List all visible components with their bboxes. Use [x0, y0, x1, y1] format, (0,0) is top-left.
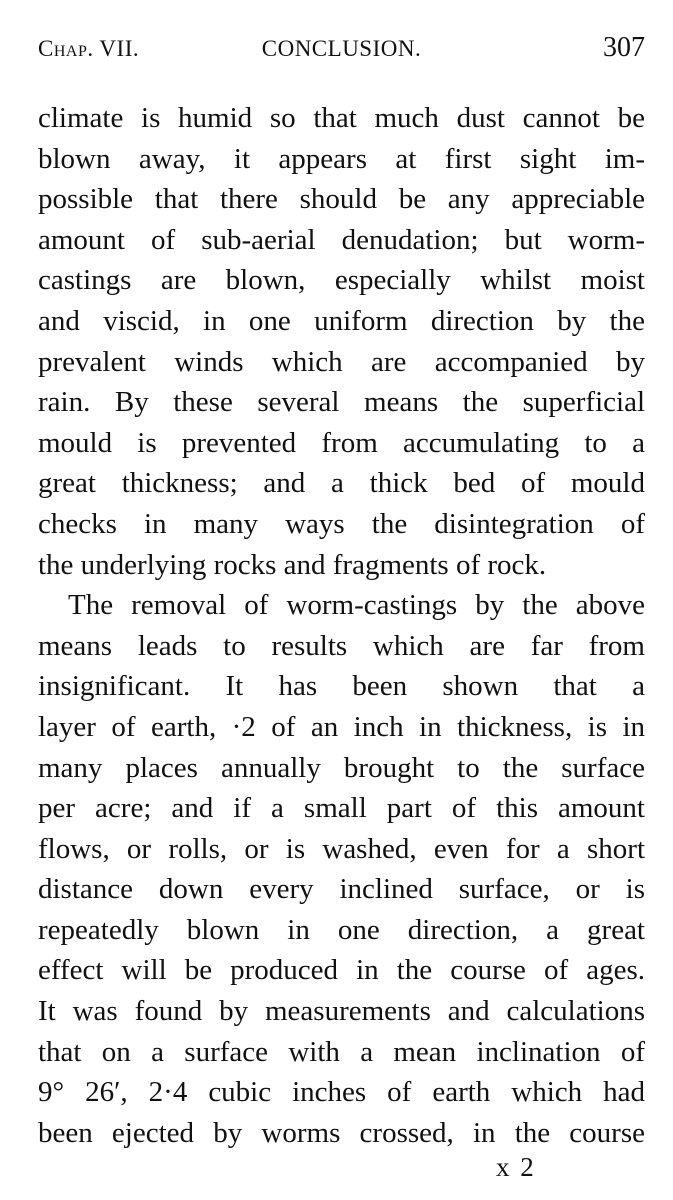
text-line: castings are blown, especially whilst moist: [38, 264, 645, 297]
text-line: great thickness; and a thick bed of mould: [38, 467, 645, 500]
chapter-label: Chap. VII.: [38, 36, 140, 61]
text-line: climate is humid so that much dust cannot be: [38, 102, 645, 134]
page-number: 307: [603, 32, 645, 63]
text-line: The removal of worm-castings by the above: [68, 589, 645, 622]
text-line: mould is prevented from accumulating to a: [38, 426, 645, 459]
text-line: means leads to results which are far from: [38, 629, 645, 662]
text-line: the underlying rocks and fragments of rock.: [38, 548, 547, 581]
paragraph: [38, 98, 645, 585]
body-text: [38, 98, 645, 1153]
text-line: distance down every inclined surface, or is: [38, 873, 645, 906]
text-line: and viscid, in one uniform direction by the: [38, 304, 645, 337]
text-line: prevalent winds which are accompanied by: [38, 345, 645, 378]
text-line: repeatedly blown in one direction, a great: [38, 913, 645, 946]
text-line: been ejected by worms crossed, in the course: [38, 1116, 645, 1149]
text-line: effect will be produced in the course of ages.: [38, 954, 645, 987]
text-line: per acre; and if a small part of this amount: [38, 792, 645, 825]
text-line: possible that there should be any appreciable: [38, 183, 645, 216]
paragraph: [38, 585, 645, 1153]
text-line: insignificant. It has been shown that a: [38, 670, 645, 703]
text-line: layer of earth, ·2 of an inch in thickness, is in: [38, 710, 645, 743]
text-line: It was found by measurements and calculations: [38, 995, 645, 1028]
text-line: blown away, it appears at first sight im-: [38, 142, 645, 175]
signature-mark: x 2: [496, 1152, 536, 1182]
text-line: 9° 26′, 2·4 cubic inches of earth which had: [38, 1076, 645, 1109]
text-line: that on a surface with a mean inclination of: [38, 1035, 645, 1068]
text-line: flows, or rolls, or is washed, even for a short: [38, 832, 645, 865]
running-head: [38, 26, 645, 76]
running-title: CONCLUSION.: [261, 36, 422, 61]
text-line: amount of sub-aerial denudation; but worm-: [38, 223, 645, 256]
text-line: checks in many ways the disintegration of: [38, 507, 645, 540]
text-line: many places annually brought to the surface: [38, 751, 645, 784]
text-line: rain. By these several means the superficial: [38, 386, 645, 419]
